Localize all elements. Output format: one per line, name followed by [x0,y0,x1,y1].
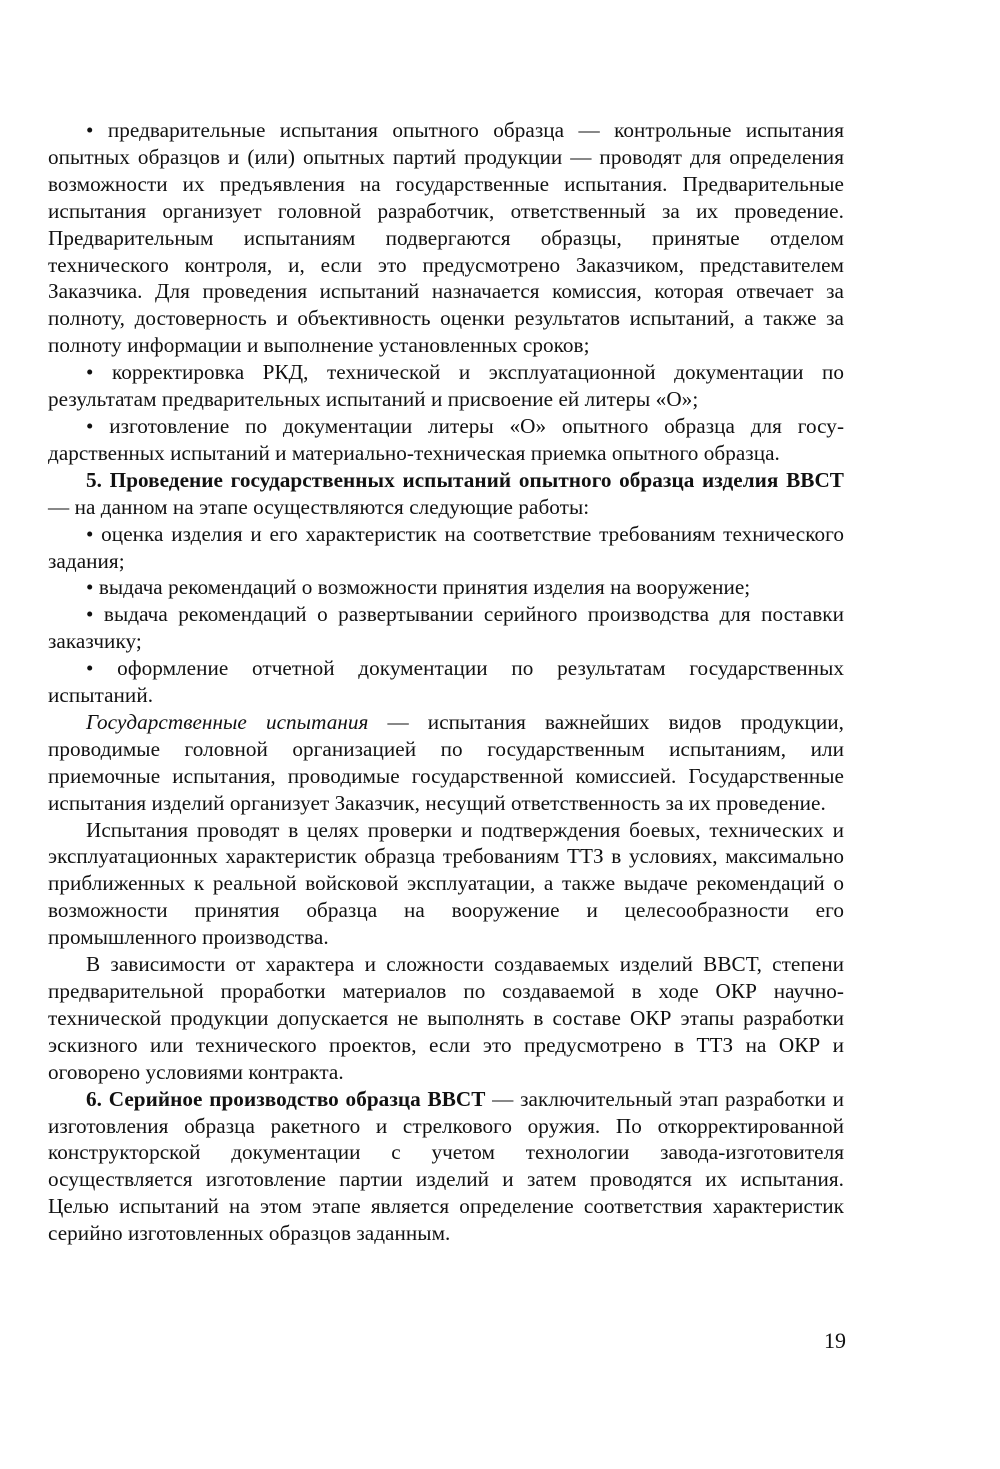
paragraph-test-purpose: Испытания проводят в целях проверки и подтверждения боевых, технических и эксплуатационных характеристик образца требованиям ТТЗ в условиях, максимально приближенных к реальной войсковой эксплуатации, а также выдаче рекомендаций о возможности принятия образца на вооружение и целесообразности его промышленного производства. [48,817,844,950]
paragraph-rkd-correction: • корректировка РКД, технической и эксплуатационной документации по результатам предварительных испытаний и присвоение ей литеры «О»; [48,360,844,412]
paragraph-state-tests-definition: Государственные испытания — испытания важнейших видов продукции, проводимые головной организацией по государственным испытаниям, или приемочные испытания, проводимые государственной комиссией. Государственные испытания изделий организует Заказчик, несущий ответственность за их проведение. [48,709,845,815]
paragraph-reporting: • оформление отчетной документации по результатам государственных испытаний. [48,656,844,708]
paragraph-serial-production: 6. Серийное производство образца ВВСТ — заключительный этап разработки и изготовления образца ракетного и стрелкового оружия. По откорректированной конструкторской документации с учетом технологии завода-изготовителя осуществляется изготовление партии изделий и затем проводятся их испытания. Целью испытаний на этом этапе является определение соответствия характеристик серийно изготовленных образцов заданным. [48,1086,844,1246]
paragraph-serial-recommendations: • выдача рекомендаций о развертывании серийного производства для поставки заказчику; [48,602,844,654]
paragraph-evaluation: • оценка изделия и его характеристик на соответствие требованиям технического задания; [48,521,844,573]
section-6-heading: 6. Серийное производство образца ВВСТ [86,1086,486,1111]
paragraph-armament-recommendations: • выдача рекомендаций о возможности принятия изделия на вооружение; [86,575,751,600]
term-state-tests: Государственные испытания [86,709,369,734]
paragraph-okr-stages: В зависимости от характера и сложности создаваемых изделий ВВСТ, степени предварительной проработки материалов по создаваемой в ходе ОКР научно-технической продукции допускается не выполнять в составе ОКР этапы разработки эскизного или технического проектов, если это предусмотрено в ТТЗ на ОКР и оговорено условиями контракта. [48,952,844,1084]
page-number: 19 [824,1328,846,1353]
paragraph-state-tests-heading: 5. Проведение государственных испытаний опытного образца изделия ВВСТ — на данном на этапе осуществляются следующие работы: [48,467,844,519]
section-5-heading: 5. Проведение государственных испытаний опытного образца изделия ВВСТ [86,467,844,492]
page-body [48,117,844,1247]
paragraph-preliminary-tests: • предварительные испытания опытного образца — контрольные испытания опытных образцов и (или) опытных партий продукции — проводят для определения возможности их предъявления на государственные испытания. Предварительные испытания организует головной разработчик, ответственный за их проведение. Предварительным испытаниям подвергаются образцы, принятые отделом технического контроля, и, если это предусмотрено Заказчиком, представителем Заказчика. Для проведения испытаний назначается комиссия, которая отвечает за полноту, достоверность и объективность оценки результатов испытаний, а также за полноту информации и выполнение установленных сроков; [48,118,844,358]
paragraph-prototype-manufacture: • изготовление по документации литеры «О» опытного образца для государственных испытаний и материально-техническая приемка опытного образца. [48,413,844,465]
